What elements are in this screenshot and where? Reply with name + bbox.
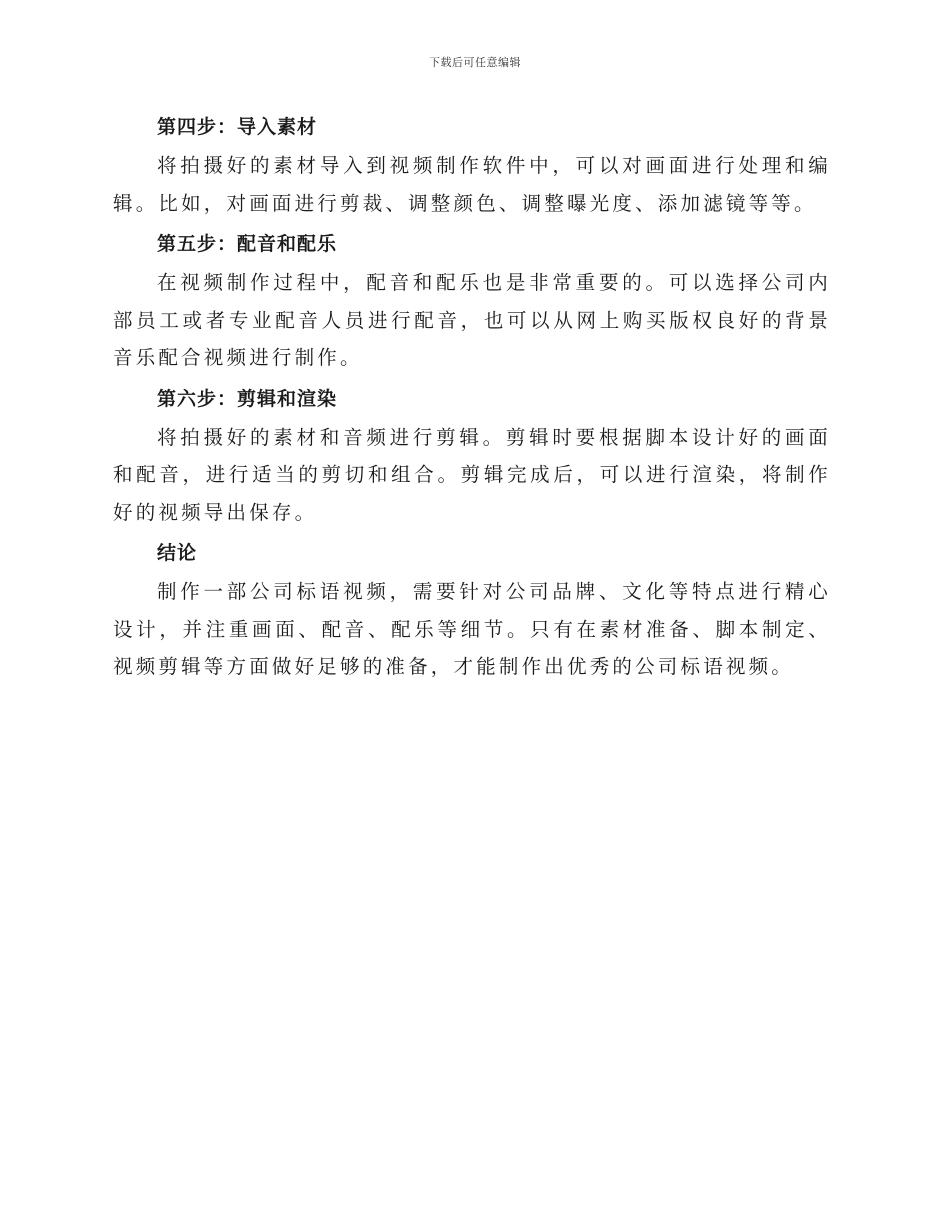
section-heading: 结论 [157,542,198,564]
section-paragraph: 将拍摄好的素材和音频进行剪辑。剪辑时要根据脚本设计好的画面和配音，进行适当的剪切和组合。剪辑完成后，可以进行渲染，将制作好的视频导出保存。 [113,425,831,524]
section-paragraph: 在视频制作过程中，配音和配乐也是非常重要的。可以选择公司内部员工或者专业配音人员进行配音，也可以从网上购买版权良好的背景音乐配合视频进行制作。 [113,271,831,369]
section-step-5 [113,228,831,377]
page-header: 下载后可任意编辑 [429,56,521,69]
section-heading: 第四步：导入素材 [157,116,318,138]
section-heading: 第五步：配音和配乐 [157,233,338,255]
document-body [113,111,831,692]
section-heading: 第六步：剪辑和渲染 [157,387,338,410]
section-step-6 [113,383,831,532]
section-paragraph: 将拍摄好的素材导入到视频制作软件中，可以对画面进行处理和编辑。比如，对画面进行剪裁、调整颜色、调整曝光度、添加滤镜等等。 [113,154,831,215]
section-step-4 [113,111,831,222]
section-paragraph: 制作一部公司标语视频，需要针对公司品牌、文化等特点进行精心设计，并注重画面、配音、配乐等细节。只有在素材准备、脚本制定、视频剪辑等方面做好足够的准备，才能制作出优秀的公司标语视频。 [113,580,831,678]
section-conclusion [113,537,831,686]
